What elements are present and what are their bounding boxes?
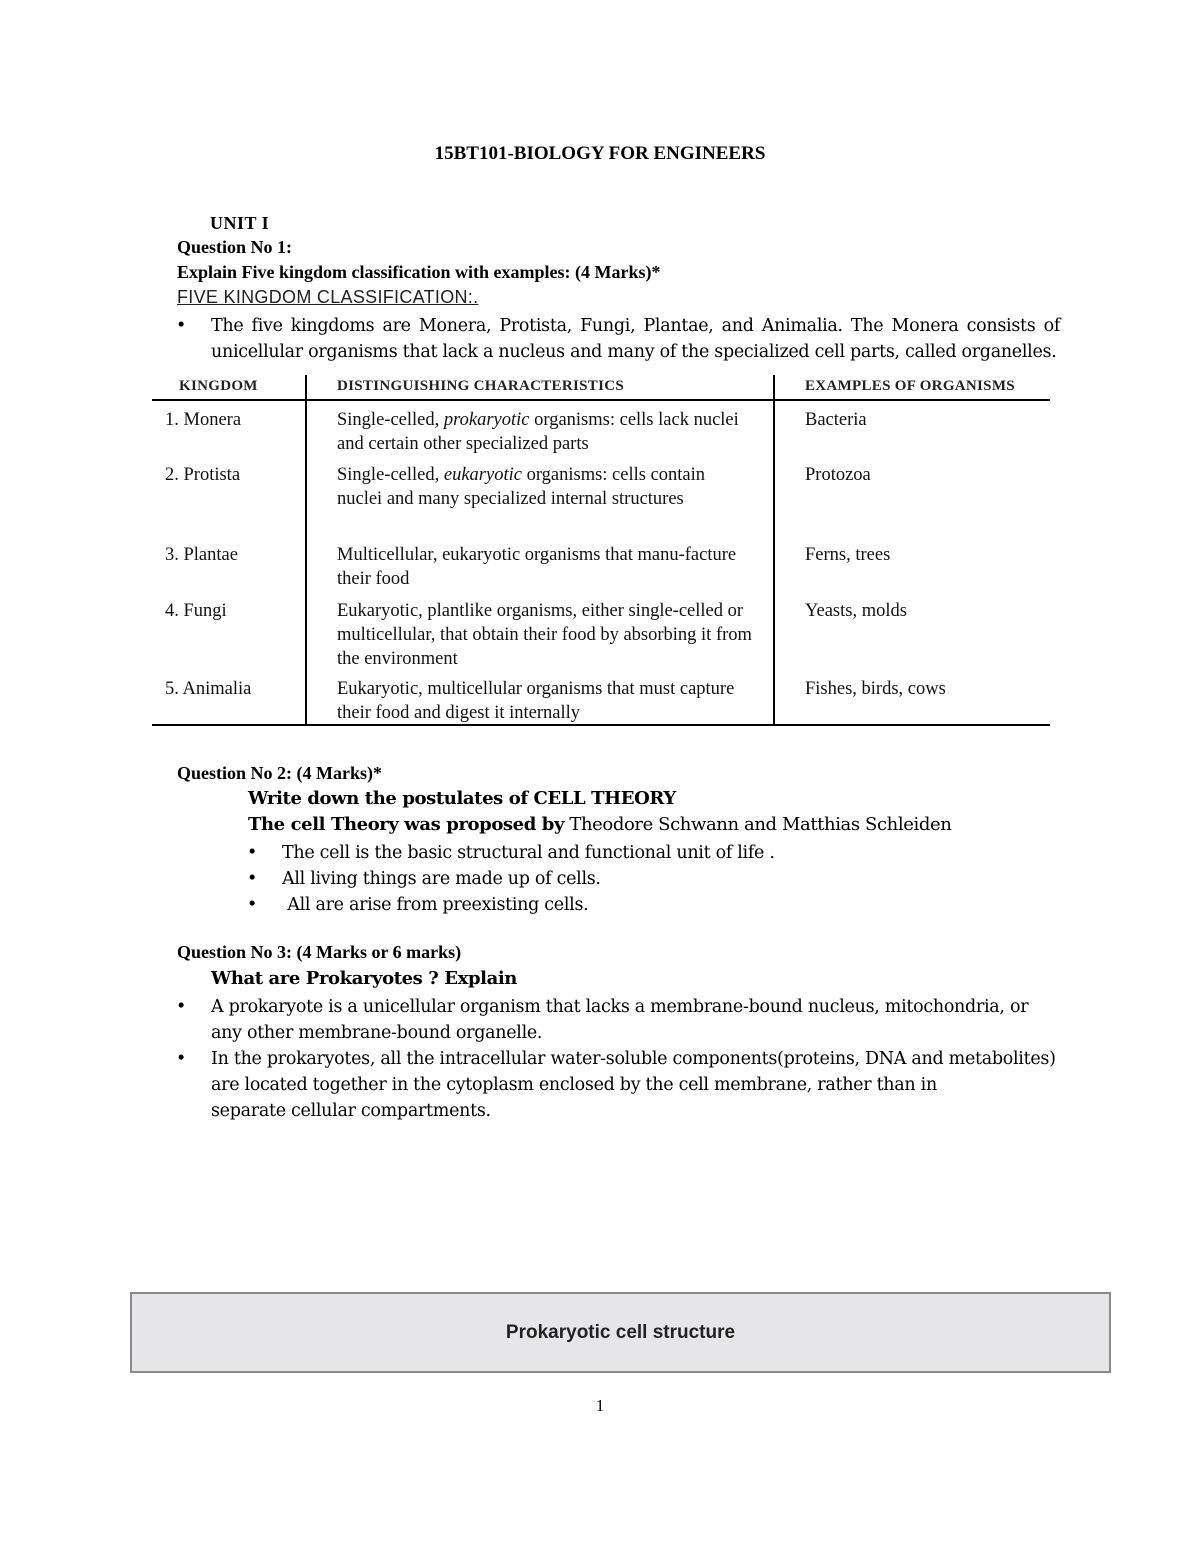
figure-placeholder — [130, 1292, 1111, 1373]
table-cell-characteristics: Single-celled, prokaryotic organisms: cells lack nuclei and certain other specialized parts — [337, 410, 739, 454]
bullet-dot: • — [247, 843, 258, 863]
q3-bullet-1-line-2: any other membrane-bound organelle. — [211, 1023, 543, 1043]
q2-bullet-text: The cell is the basic structural and functional unit of life . — [282, 843, 775, 863]
document-title: 15BT101-BIOLOGY FOR ENGINEERS — [434, 143, 766, 164]
table-cell-example: Ferns, trees — [805, 545, 891, 565]
table-cell-example: Protozoa — [805, 465, 871, 485]
table-header-characteristics: DISTINGUISHING CHARACTERISTICS — [337, 378, 624, 394]
q1-bullet-line-2: unicellular organisms that lack a nucleus and many of the specialized cell parts, called organelles. — [211, 342, 1057, 362]
q3-bullet-2-line-3: separate cellular compartments. — [211, 1101, 491, 1121]
question-2-label: Question No 2: (4 Marks)* — [177, 763, 382, 783]
bullet-dot: • — [247, 869, 258, 889]
table-cell-kingdom: 2. Protista — [165, 465, 241, 485]
table-cell-kingdom: 1. Monera — [165, 410, 242, 430]
table-header-kingdom: KINGDOM — [179, 378, 258, 394]
q3-bullet-2-line-1: In the prokaryotes, all the intracellular water-soluble components(proteins, DNA and metabolites) — [211, 1049, 1056, 1069]
question-1-label: Question No 1: — [177, 237, 293, 257]
q3-bullet-2-line-2: are located together in the cytoplasm enclosed by the cell membrane, rather than in — [211, 1075, 937, 1095]
table-cell-kingdom: 5. Animalia — [165, 679, 252, 699]
question-3-label: Question No 3: (4 Marks or 6 marks) — [177, 942, 462, 962]
table-cell-characteristics: Eukaryotic, multicellular organisms that must capture their food and digest it internally — [337, 679, 735, 723]
kingdom-table — [152, 375, 1050, 726]
table-header-rule — [152, 399, 1050, 401]
question-1-title: Explain Five kingdom classification with examples: (4 Marks)* — [177, 262, 661, 282]
bullet-dot: • — [176, 1049, 187, 1069]
table-cell-kingdom: 4. Fungi — [165, 601, 227, 621]
q2-bullet-text: All are arise from preexisting cells. — [282, 895, 589, 915]
bullet-dot: • — [176, 316, 187, 336]
q1-bullet-line-1: The five kingdoms are Monera, Protista, Fungi, Plantae, and Animalia. The Monera consists of — [211, 316, 1060, 336]
table-column-divider — [305, 375, 307, 726]
table-cell-characteristics: Eukaryotic, plantlike organisms, either single-celled or multicellular, that obtain their food by absorbing it from the environment — [337, 601, 752, 669]
table-cell-characteristics: Multicellular, eukaryotic organisms that manu-facture their food — [337, 545, 737, 589]
q2-bullet-text: All living things are made up of cells. — [282, 869, 601, 889]
question-2-title: Write down the postulates of CELL THEORY — [248, 788, 676, 809]
table-cell-characteristics: Single-celled, eukaryotic organisms: cells contain nuclei and many specialized internal structures — [337, 465, 706, 509]
figure-caption: Prokaryotic cell structure — [505, 1321, 736, 1343]
table-cell-kingdom: 3. Plantae — [165, 545, 238, 565]
unit-heading: UNIT I — [210, 213, 270, 233]
question-3-title: What are Prokaryotes ? Explain — [211, 968, 517, 989]
table-header-examples: EXAMPLES OF ORGANISMS — [805, 378, 1015, 394]
table-cell-example: Bacteria — [805, 410, 867, 430]
table-column-divider — [773, 375, 775, 726]
table-cell-example: Fishes, birds, cows — [805, 679, 946, 699]
bullet-dot: • — [247, 895, 258, 915]
table-cell-example: Yeasts, molds — [805, 601, 907, 621]
page-number: 1 — [595, 1396, 605, 1415]
five-kingdom-section-heading: FIVE KINGDOM CLASSIFICATION:. — [177, 287, 479, 307]
bullet-dot: • — [176, 997, 187, 1017]
cell-theory-proposers: The cell Theory was proposed by Theodore Schwann and Matthias Schleiden — [248, 814, 952, 835]
q3-bullet-1-line-1: A prokaryote is a unicellular organism that lacks a membrane-bound nucleus, mitochondria, or — [211, 997, 1029, 1017]
